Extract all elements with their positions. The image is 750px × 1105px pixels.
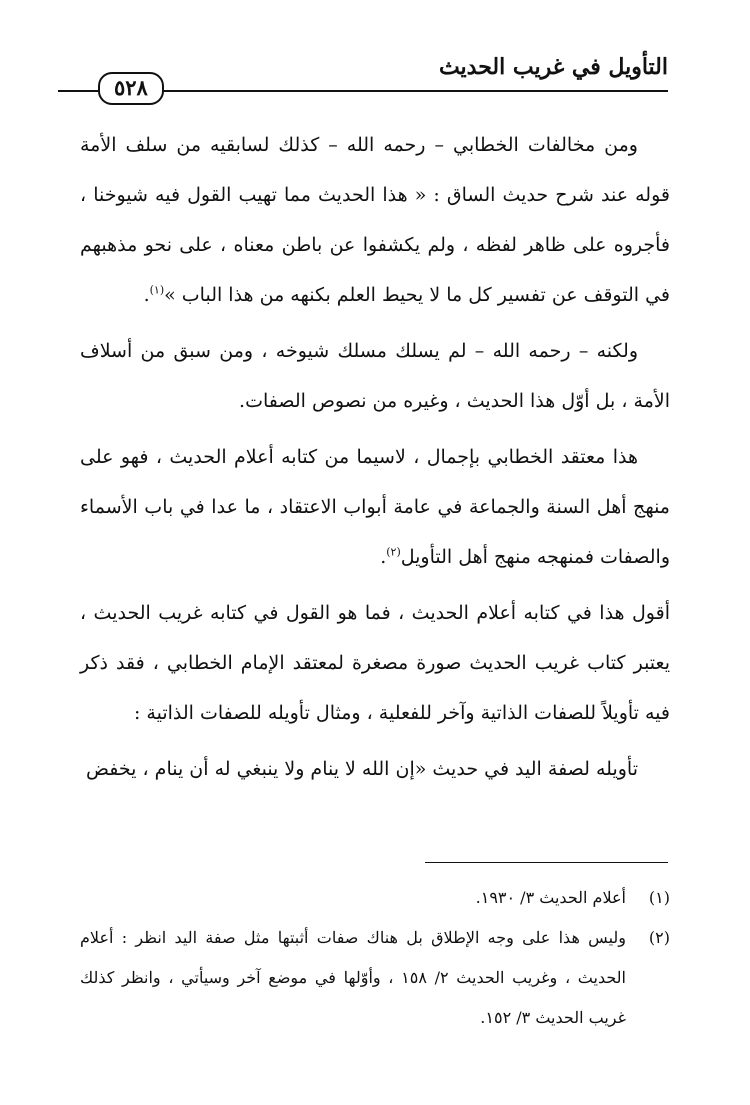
footnote-number: (٢) [648,928,670,947]
footnote-separator [425,862,668,863]
page-header [58,50,668,102]
running-title: التأويل في غريب الحديث [438,54,668,80]
paragraph-5: تأويله لصفة اليد في حديث «إن الله لا ينام ولا ينبغي له أن ينام ، يخفض [86,758,638,780]
page-number: ٥٢٨ [98,72,164,105]
footnote-number: (١) [648,888,670,907]
footnote-text: أعلام الحديث ٣/ ١٩٣٠. [475,888,626,907]
paragraph-1-end: . [143,284,150,306]
paragraph-3-end: . [380,546,387,568]
paragraph-1 [80,120,670,320]
footnote-ref-1: (١) [149,283,165,297]
footnote-1 [80,878,670,918]
footnote-text: وليس هذا على وجه الإطلاق بل هناك صفات أثبتها مثل صفة اليد انظر : أعلام الحديث ، وغريب الحديث ٢/ ١٥٨ ، وأوّلها في موضع آخر وسيأتي ، وانظر كذلك غريب الحديث ٣/ ١٥٢. [80,928,627,1027]
paragraph-1-text: ومن مخالفات الخطابي – رحمه الله – كذلك لسابقيه من سلف الأمة قوله عند شرح حديث الساق : « هذا الحديث مما تهيب القول فيه شيوخنا ، فأجروه على ظاهر لفظه ، ولم يكشفوا عن باطن معناه ، على نحو مذهبهم في التوقف عن تفسير كل ما لا يحيط العلم بكنهه من هذا الباب » [80,134,670,306]
paragraph-3 [80,432,670,582]
footnote-ref-2: (٢) [386,545,401,559]
body-text [80,120,670,800]
paragraph-3-text: هذا معتقد الخطابي بإجمال ، لاسيما من كتابه أعلام الحديث ، فهو على منهج أهل السنة والجماعة في عامة أبواب الاعتقاد ، ما عدا في باب الأسماء والصفات فمنهجه منهج أهل التأويل [80,446,670,568]
paragraph-4: أقول هذا في كتابه أعلام الحديث ، فما هو القول في كتابه غريب الحديث ، يعتبر كتاب غريب الحديث صورة مصغرة لمعتقد الإمام الخطابي ، فقد ذكر فيه تأويلاً للصفات الذاتية وآخر للفعلية ، ومثال تأويله للصفات الذاتية : [80,602,670,724]
paragraph-2: ولكنه – رحمه الله – لم يسلك مسلك شيوخه ، ومن سبق من أسلاف الأمة ، بل أوّل هذا الحديث ، وغيره من نصوص الصفات. [80,340,670,412]
footnote-2 [80,918,670,1038]
footnotes [80,878,670,1038]
